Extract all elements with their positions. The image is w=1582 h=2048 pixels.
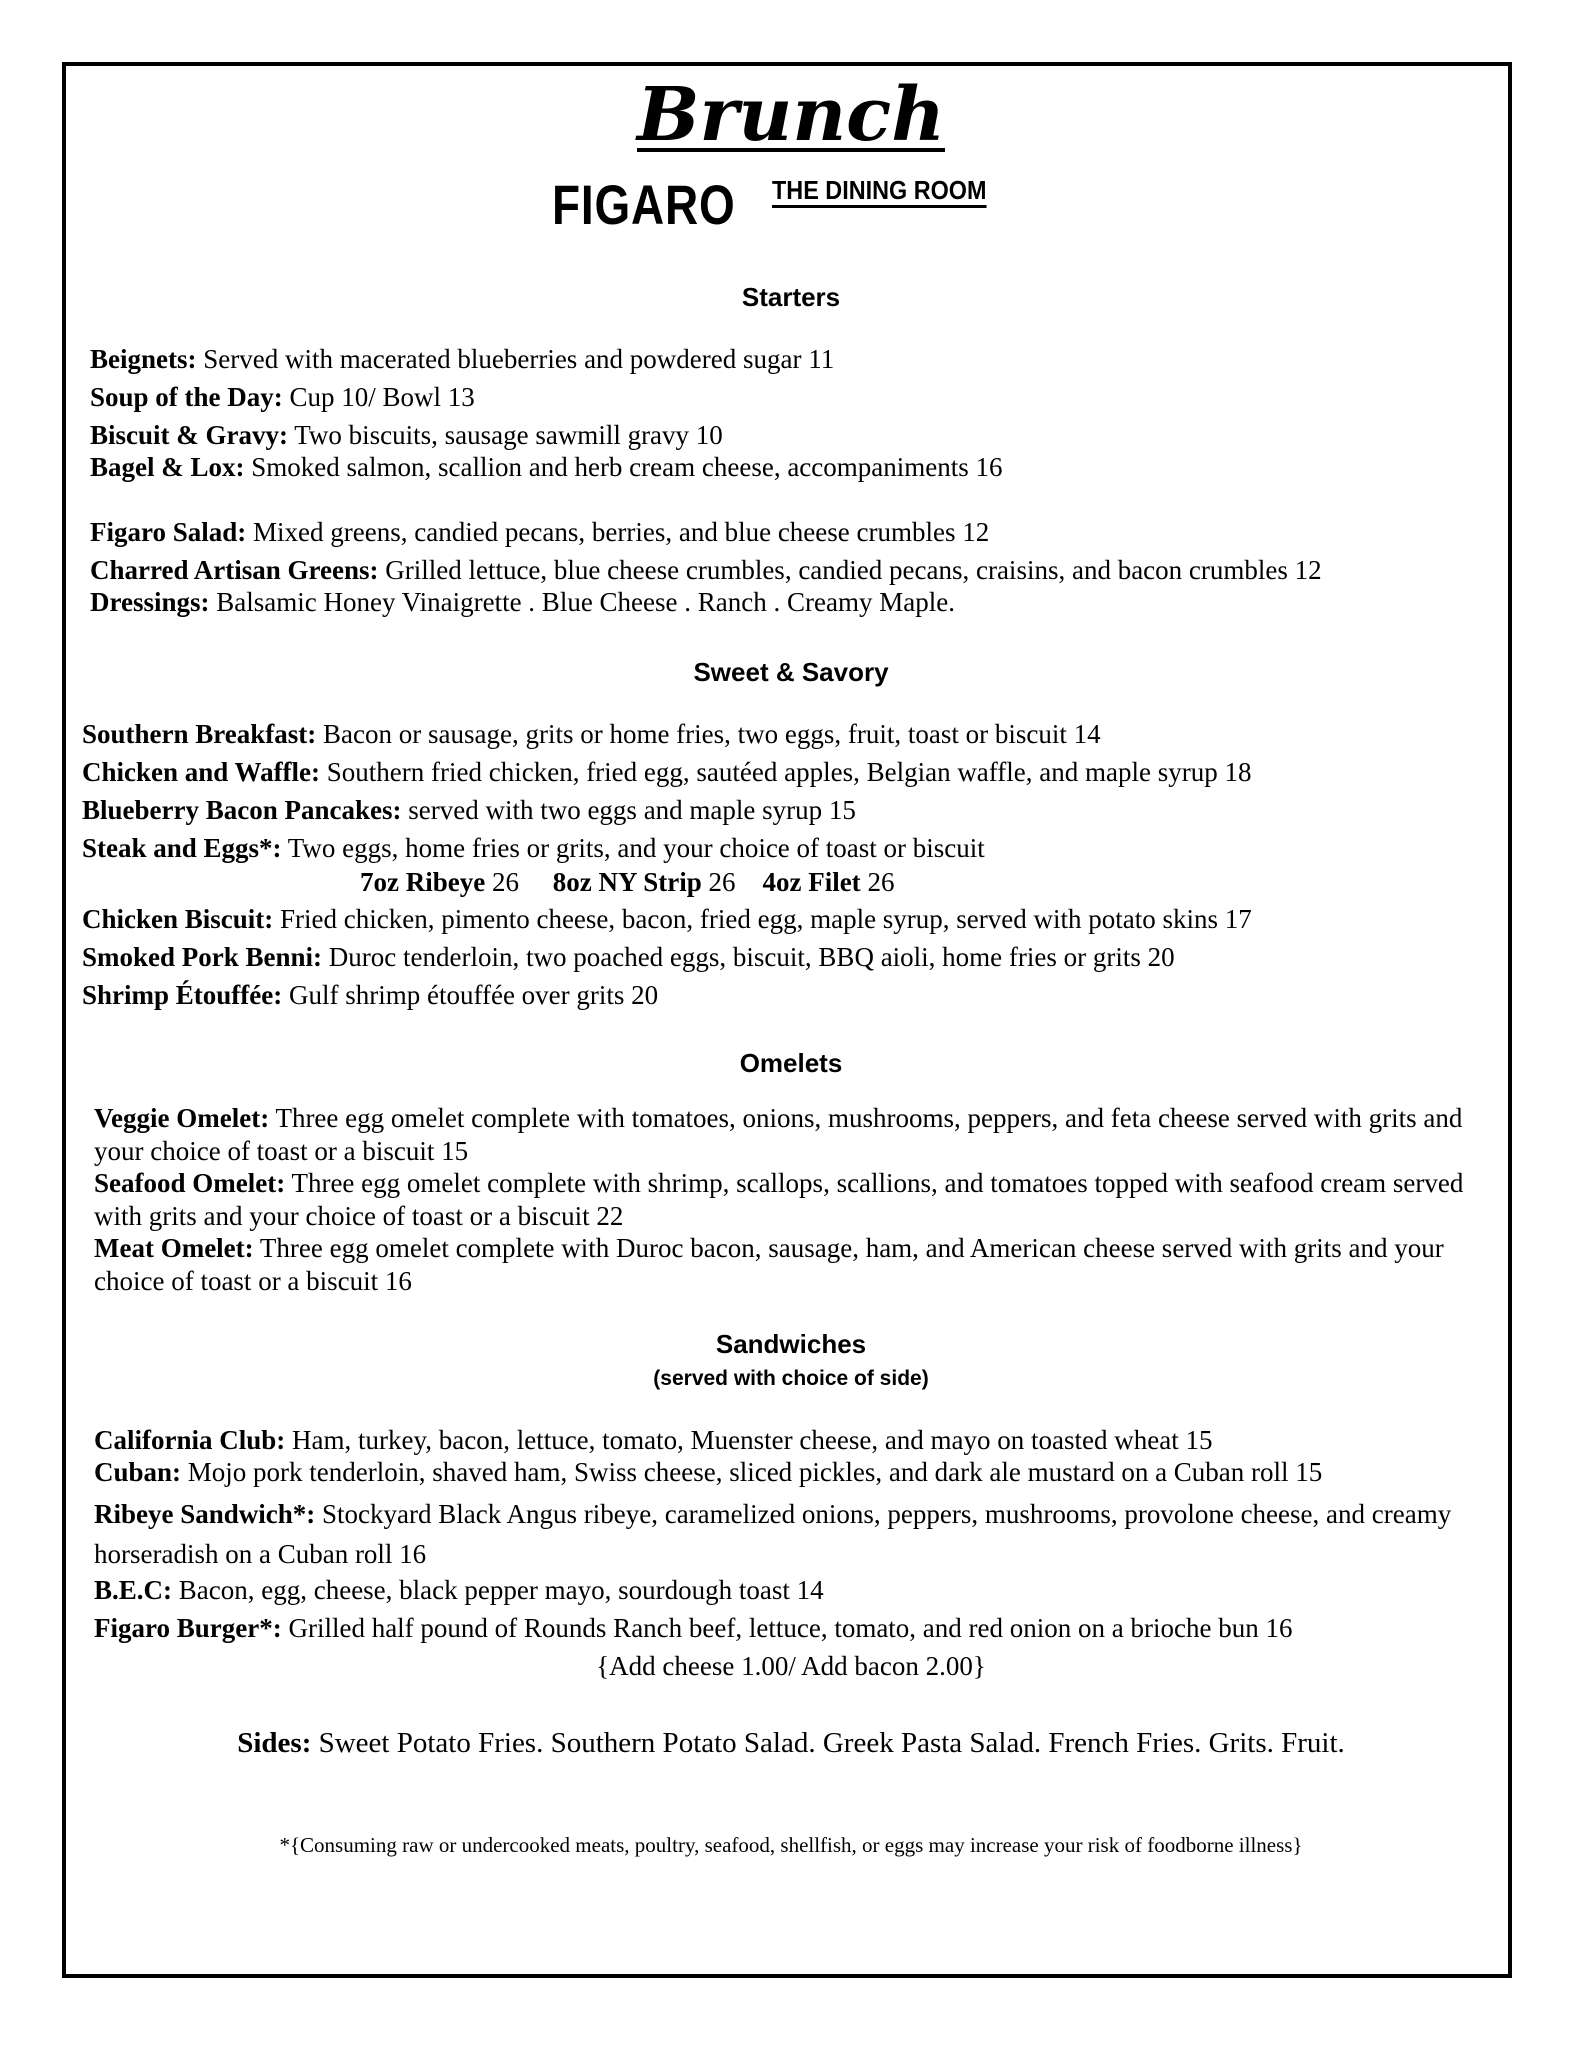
section-heading-starters: Starters (741, 282, 841, 312)
menu-item: Figaro Salad: Mixed greens, candied pecans, berries, and blue cheese crumbles 12 (90, 517, 990, 547)
menu-item: Meat Omelet: Three egg omelet complete with Duroc bacon, sausage, ham, and American cheese served with grits and your choice of toast or a biscuit 16 (94, 1233, 1444, 1296)
sandwich-addons: {Add cheese 1.00/ Add bacon 2.00} (596, 1651, 986, 1681)
menu-item: Beignets: Served with macerated blueberries and powdered sugar 11 (90, 344, 835, 374)
menu-item: Smoked Pork Benni: Duroc tenderloin, two poached eggs, biscuit, BBQ aioli, home fries or grits 20 (82, 942, 1175, 972)
restaurant-name: FIGARO (552, 173, 736, 236)
menu-item: B.E.C: Bacon, egg, cheese, black pepper mayo, sourdough toast 14 (94, 1575, 824, 1605)
menu-item: Charred Artisan Greens: Grilled lettuce, blue cheese crumbles, candied pecans, craisins, and bacon crumbles 12 (90, 555, 1322, 585)
menu-item: Ribeye Sandwich*: Stockyard Black Angus ribeye, caramelized onions, peppers, mushrooms, provolone cheese, and creamy horseradish on a Cuban roll 16 (94, 1499, 1452, 1569)
menu-item: Chicken Biscuit: Fried chicken, pimento cheese, bacon, fried egg, maple syrup, served with potato skins 17 (82, 904, 1252, 934)
menu-item: Shrimp Étouffée: Gulf shrimp étouffée over grits 20 (82, 980, 659, 1010)
menu-item: Soup of the Day: Cup 10/ Bowl 13 (90, 382, 475, 412)
menu-title: Brunch (637, 72, 945, 158)
menu-item: Biscuit & Gravy: Two biscuits, sausage sawmill gravy 10 (90, 420, 723, 450)
menu-item: Cuban: Mojo pork tenderloin, shaved ham, Swiss cheese, sliced pickles, and dark ale mustard on a Cuban roll 15 (94, 1457, 1323, 1487)
section-heading-sweet-savory: Sweet & Savory (693, 657, 889, 687)
menu-item: Blueberry Bacon Pancakes: served with two eggs and maple syrup 15 (82, 795, 856, 825)
restaurant-subtitle: THE DINING ROOM (772, 175, 987, 205)
menu-item: Chicken and Waffle: Southern fried chicken, fried egg, sautéed apples, Belgian waffle, and maple syrup 18 (82, 757, 1252, 787)
menu-item: Dressings: Balsamic Honey Vinaigrette . Blue Cheese . Ranch . Creamy Maple. (90, 587, 955, 617)
section-subheading-sandwiches: (served with choice of side) (653, 1367, 929, 1390)
menu-item: Figaro Burger*: Grilled half pound of Rounds Ranch beef, lettuce, tomato, and red onion on a brioche bun 16 (94, 1613, 1293, 1643)
section-heading-omelets: Omelets (739, 1048, 843, 1078)
menu-item: Southern Breakfast: Bacon or sausage, grits or home fries, two eggs, fruit, toast or biscuit 14 (82, 719, 1101, 749)
sides-line: Sides: Sweet Potato Fries. Southern Potato Salad. Greek Pasta Salad. French Fries. Grits. Fruit. (237, 1727, 1345, 1759)
menu-item: Steak and Eggs*: Two eggs, home fries or grits, and your choice of toast or biscuit (82, 833, 985, 863)
health-disclaimer: *{Consuming raw or undercooked meats, poultry, seafood, shellfish, or eggs may increase your risk of foodborne illness} (279, 1833, 1303, 1857)
section-heading-sandwiches: Sandwiches (715, 1329, 867, 1359)
menu-item: Seafood Omelet: Three egg omelet complete with shrimp, scallops, scallions, and tomatoes topped with seafood cream served with grits and your choice of toast or a biscuit 22 (94, 1168, 1464, 1231)
steak-options: 7oz Ribeye 26 8oz NY Strip 26 4oz Filet 26 (360, 867, 895, 897)
menu-item: Bagel & Lox: Smoked salmon, scallion and herb cream cheese, accompaniments 16 (90, 452, 1003, 482)
menu-item: Veggie Omelet: Three egg omelet complete with tomatoes, onions, mushrooms, peppers, and feta cheese served with grits and your choice of toast or a biscuit 15 (94, 1103, 1463, 1166)
menu-item: California Club: Ham, turkey, bacon, lettuce, tomato, Muenster cheese, and mayo on toasted wheat 15 (94, 1425, 1213, 1455)
